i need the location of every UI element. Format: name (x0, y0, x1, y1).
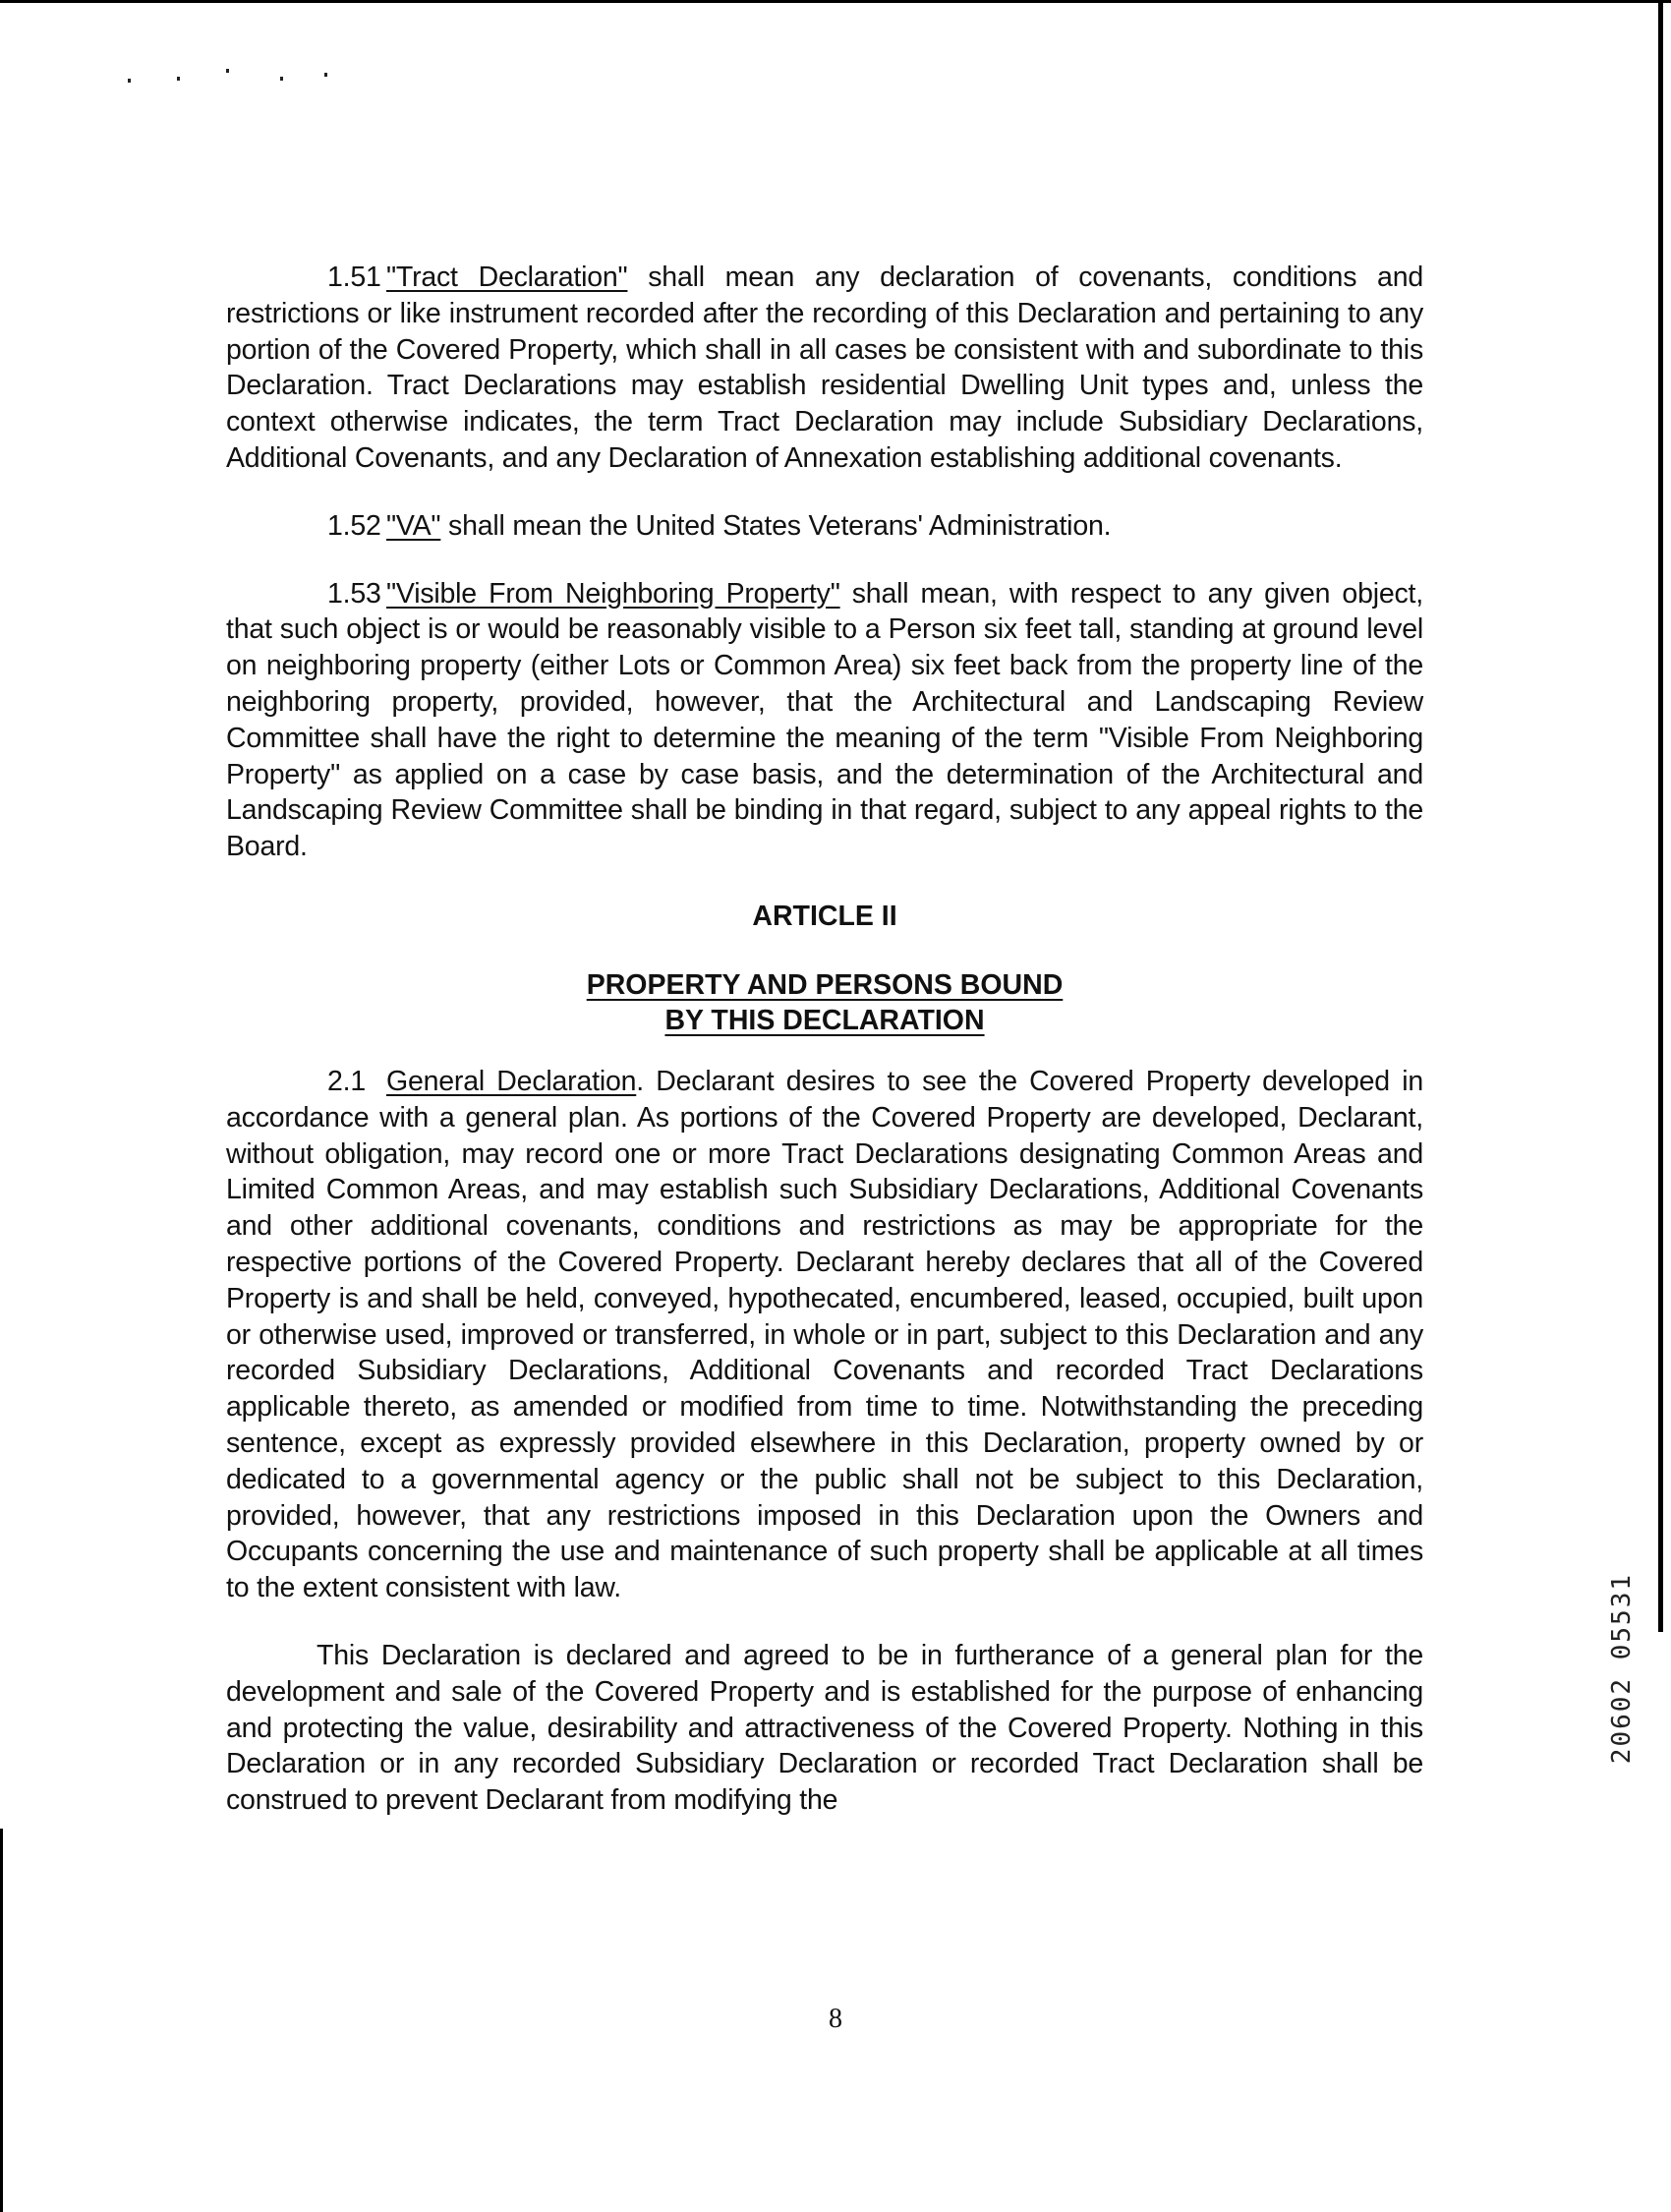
section-1-51 (226, 260, 1423, 477)
page-number: 8 (829, 2004, 842, 2034)
section-1-53 (226, 576, 1423, 865)
defined-term: "VA" (386, 509, 441, 542)
article-title-line2: BY THIS DECLARATION (664, 1004, 985, 1036)
scan-right-border (1658, 0, 1663, 1632)
section-heading: General Declaration (386, 1065, 637, 1097)
section-text: shall mean, with respect to any given object, that such object is or would be reasonably visible to a Person six feet tall, standing at ground level on neighboring property (either Lots or Common Area) six feet back from the property line of the neighboring property, provided, however, that the Architectural and Landscaping Review Committee shall have the right to determine the meaning of the term "Visible From Neighboring Property" as applied on a case by case basis, and the determination of the Architectural and Landscaping Review Committee shall be binding in that regard, subject to any appeal rights to the Board. (226, 577, 1423, 863)
article-label: ARTICLE II (752, 900, 897, 932)
section-number: 2.1 (327, 1065, 367, 1097)
section-number: 1.51 (327, 262, 381, 293)
section-number: 1.53 (327, 577, 381, 610)
document-body (226, 260, 1423, 1819)
section-number: 1.52 (327, 509, 381, 542)
continuation-paragraph: This Declaration is declared and agreed to be in furtherance of a general plan for the development and sale of the Covered Property and is established for the purpose of enhancing and protecting the value, desirability and attractiveness of the Covered Property. Nothing in this Declaration or in any recorded Subsidiary Declaration or recorded Tract Declaration shall be construed to prevent Declarant from modifying the (226, 1639, 1423, 1817)
section-1-52 (226, 508, 1423, 545)
scan-speckles (128, 69, 344, 88)
scan-top-border (0, 0, 1671, 3)
defined-term: "Visible From Neighboring Property" (386, 577, 840, 610)
recording-stamp: 20602 05531 (1607, 1573, 1637, 1765)
section-text: shall mean the United States Veterans' Administration. (440, 509, 1112, 542)
section-text: . Declarant desires to see the Covered Property developed in accordance with a general plan. As portions of the Covered Property are developed, Declarant, without obligation, may record one or more Tract Declarations designating Common Areas and Limited Common Areas, and may establish such Subsidiary Declarations, Additional Covenants and other additional covenants, conditions and restrictions as may be appropriate for the respective portions of the Covered Property. Declarant hereby declares that all of the Covered Property is and shall be held, conveyed, hypothecated, encumbered, leased, occupied, built upon or otherwise used, improved or transferred, in whole or in part, subject to this Declaration and any recorded Subsidiary Declarations, Additional Covenants and recorded Tract Declarations applicable thereto, as amended or modified from time to time. Notwithstanding the preceding sentence, except as expressly provided elsewhere in this Declaration, property owned by or dedicated to a governmental agency or the public shall not be subject to this Declaration, provided, however, that any restrictions imposed in this Declaration upon the Owners and Occupants concerning the use and maintenance of such property shall be applicable at all times to the extent consistent with law. (226, 1065, 1423, 1604)
section-text: shall mean any declaration of covenants, conditions and restrictions or like instrument recorded after the recording of this Declaration and pertaining to any portion of the Covered Property, which shall in all cases be consistent with and subordinate to this Declaration. Tract Declarations may establish residential Dwelling Unit types and, unless the context otherwise indicates, the term Tract Declaration may include Subsidiary Declarations, Additional Covenants, and any Declaration of Annexation establishing additional covenants. (226, 262, 1423, 474)
article-title-line1: PROPERTY AND PERSONS BOUND (586, 968, 1064, 1001)
section-2-1 (226, 1064, 1423, 1606)
defined-term: "Tract Declaration" (386, 262, 628, 293)
